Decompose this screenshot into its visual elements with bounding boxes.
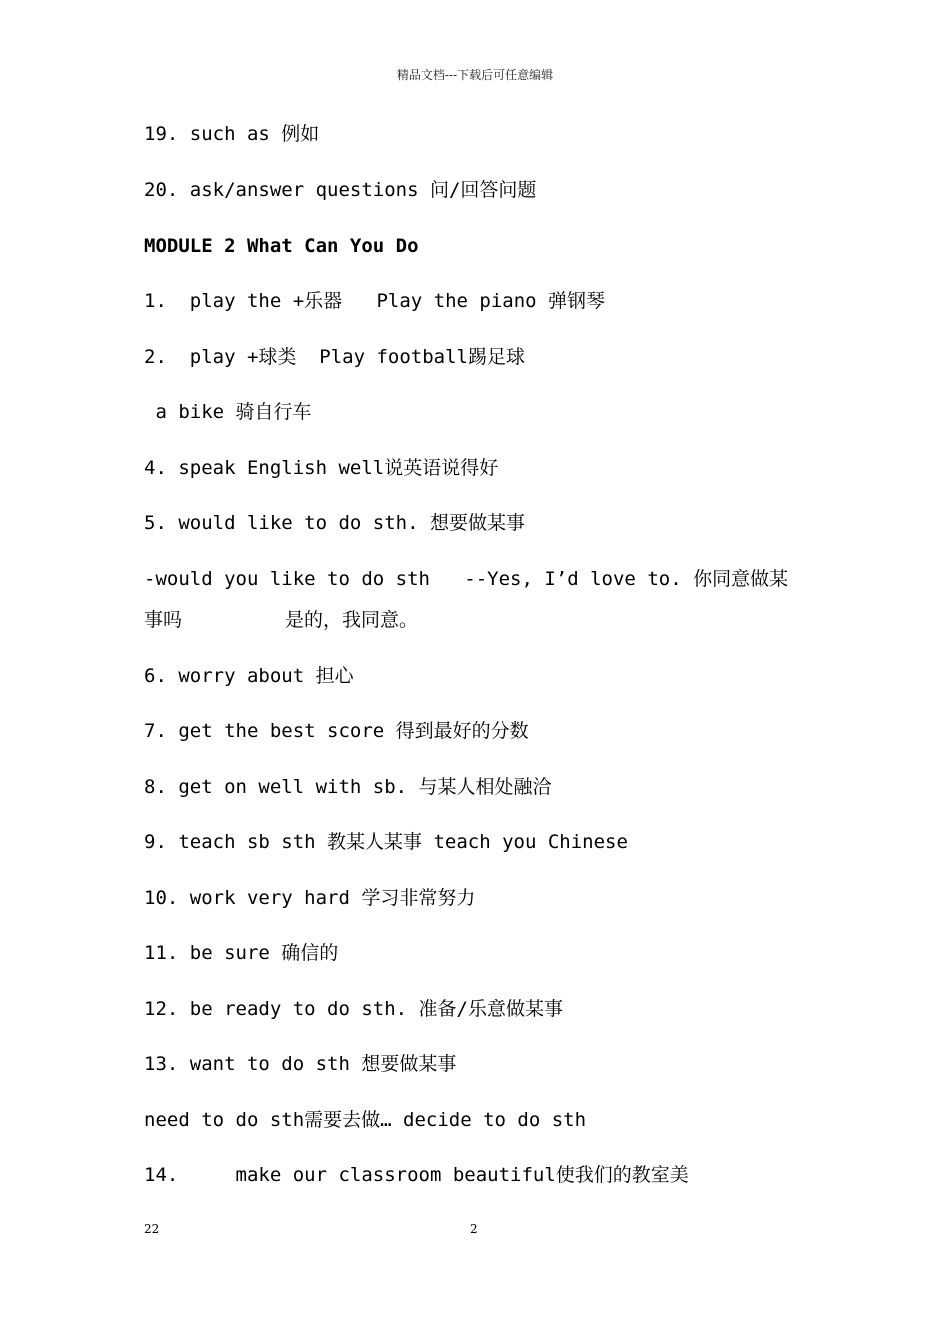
text-line-11: 11. be sure 确信的 bbox=[144, 942, 339, 964]
text-line-4: 4. speak English well说英语说得好 bbox=[144, 457, 499, 479]
text-line-20: 20. ask/answer questions 问/回答问题 bbox=[144, 179, 537, 201]
page-header: 精品文档---下载后可任意编辑 bbox=[396, 68, 554, 82]
text-line-9: 9. teach sb sth 教某人某事 teach you Chinese bbox=[144, 831, 628, 853]
text-line-19: 19. such as 例如 bbox=[144, 123, 320, 145]
text-line-2: 2. play +球类 Play football踢足球 bbox=[144, 346, 525, 368]
text-line-13: 13. want to do sth 想要做某事 bbox=[144, 1053, 457, 1075]
text-line-14: 14. make our classroom beautiful使我们的教室美 bbox=[144, 1164, 689, 1186]
text-line-12: 12. be ready to do sth. 准备/乐意做某事 bbox=[144, 998, 563, 1020]
text-line-5-example: -would you like to do sth --Yes, I’d love to. 你同意做某 bbox=[144, 568, 789, 590]
text-line-5: 5. would like to do sth. 想要做某事 bbox=[144, 512, 525, 534]
text-line-1: 1. play the +乐器 Play the piano 弹钢琴 bbox=[144, 290, 606, 312]
text-line-3: a bike 骑自行车 bbox=[144, 401, 312, 423]
text-line-5-example-cont: 事吗 是的，我同意。 bbox=[144, 609, 418, 631]
text-line-6: 6. worry about 担心 bbox=[144, 665, 354, 687]
text-line-13-extra: need to do sth需要去做… decide to do sth bbox=[144, 1109, 587, 1131]
text-line-8: 8. get on well with sb. 与某人相处融洽 bbox=[144, 776, 552, 798]
footer-left-number: 22 bbox=[144, 1222, 160, 1236]
text-line-7: 7. get the best score 得到最好的分数 bbox=[144, 720, 529, 742]
page-number: 2 bbox=[470, 1222, 478, 1236]
text-line-10: 10. work very hard 学习非常努力 bbox=[144, 887, 476, 909]
module-heading: MODULE 2 What Can You Do bbox=[144, 235, 419, 257]
